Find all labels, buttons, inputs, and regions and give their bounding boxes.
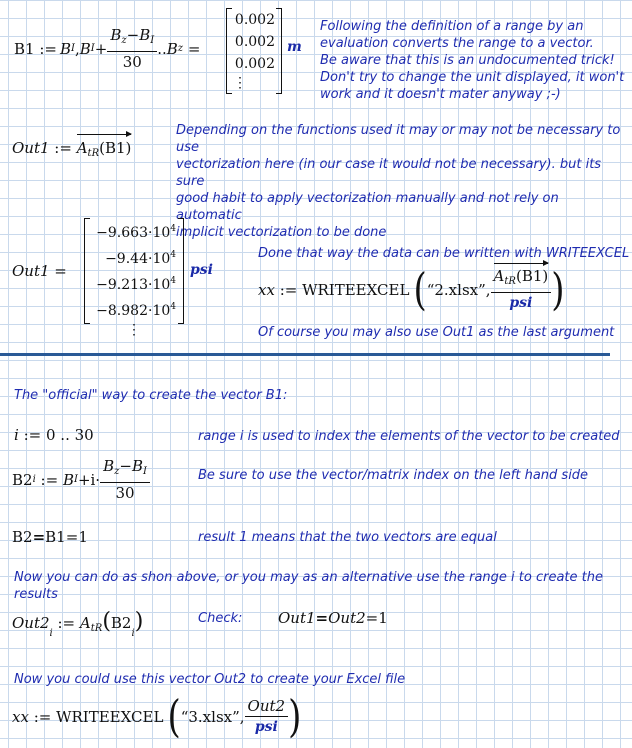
func-a: A	[493, 267, 505, 285]
unit-m[interactable]: m	[287, 39, 302, 55]
func-sub: tR	[87, 148, 100, 159]
b-second-sub: I	[90, 43, 95, 54]
note-line: Don't try to change the unit displayed, it won't	[320, 70, 625, 85]
range-var: i	[14, 426, 19, 444]
out2-name: Out2	[12, 614, 50, 632]
unit-psi: psi	[254, 719, 278, 735]
matrix-cell: 0.002	[234, 34, 275, 50]
note-out1-arg: Of course you may also use Out1 as the last argument	[258, 325, 615, 340]
b-last: B	[166, 39, 178, 58]
write1-fraction: $\frac{A_{tR}(B1)}{\text{psi}}$	[491, 268, 552, 311]
note-line: good habit to apply vectorization manually and not rely on automatic	[176, 191, 559, 223]
matrix-ellipsis: ⋮	[233, 75, 247, 91]
exp-power: 4	[170, 302, 176, 312]
func-arg: B1	[104, 139, 126, 157]
exp-base: 10	[152, 225, 171, 241]
compare-result: 1	[78, 528, 88, 546]
official-way-heading: The "official" way to create the vector B1:	[14, 388, 288, 403]
exp-power: 4	[170, 276, 176, 286]
write2-fraction	[245, 698, 289, 735]
plus-i-times: +i·	[77, 470, 101, 489]
range-i-definition[interactable]: i := 0 .. 30	[14, 426, 94, 444]
section-divider	[0, 353, 610, 356]
b-last-sub: z	[177, 43, 184, 54]
matrix-cell: 0.002	[234, 12, 275, 28]
b1-name: B1	[14, 39, 35, 58]
exp-base: 10	[152, 303, 171, 319]
num-a: B	[103, 457, 115, 475]
note-line: evaluation converts the range to a vector.	[320, 36, 594, 51]
b2-fraction: $\frac{B_z-B_I}{30}$	[100, 458, 150, 501]
exp-base: 10	[152, 277, 171, 293]
note-range-trick	[320, 18, 625, 103]
out1-definition[interactable]: Out1 := $A_{tR}(B1)$	[12, 139, 131, 159]
func-a: A	[76, 139, 88, 157]
unit-psi: psi	[509, 295, 533, 311]
note-line: Be aware that this is an undocumented trick!	[320, 53, 615, 68]
note-alternative: Now you can do as shon above, or you may as an alternative use the range i to create the results	[14, 570, 603, 602]
exp-power: 4	[170, 250, 176, 260]
note-vectorization	[176, 122, 628, 241]
writeexcel-2[interactable]: xx := WRITEEXCEL ( “2.xlsx”, $\frac{A_{tR}(B1)}{\text{psi}}$ )	[258, 263, 565, 316]
b-second: B	[79, 39, 91, 58]
num-b-sub: I	[143, 466, 147, 477]
filename: “3.xlsx”,	[180, 707, 245, 726]
xx-var: xx	[12, 707, 29, 726]
writeexcel-func: WRITEEXCEL	[56, 707, 164, 726]
check-a: Out1	[278, 609, 316, 627]
exp-base: 10	[152, 251, 171, 267]
matrix-cell: −8.982	[96, 303, 148, 319]
b1-definition[interactable]: B1 := B I , B I + $\frac{B_z-B_I}{30}$ .. B z =	[14, 26, 201, 71]
note-line: Depending on the functions used it may or may not be necessary to use	[176, 123, 621, 155]
out1-result-name: Out1	[12, 262, 50, 280]
compare-b: B1	[45, 528, 66, 546]
note-line: implicit vectorization to be done	[176, 225, 387, 240]
writeexcel-func: WRITEEXCEL	[302, 280, 410, 299]
b2-name: B2	[12, 470, 33, 489]
check-result: 1	[378, 609, 388, 627]
xx-var: xx	[258, 280, 275, 299]
note-line: vectorization here (in our case it would not be necessary). but its sure	[176, 157, 602, 189]
b1-result-matrix	[226, 8, 282, 94]
func-arg: B1	[521, 267, 543, 285]
out1-out2-check[interactable]: Out1=Out2=1	[278, 609, 388, 627]
note-index: Be sure to use the vector/matrix index on the left hand side	[198, 468, 589, 483]
b-first: B	[62, 470, 74, 489]
denominator: 30	[115, 484, 135, 502]
matrix-cell: 0.002	[234, 56, 275, 72]
assign-operator: :=	[39, 39, 57, 58]
unit-psi[interactable]: psi	[190, 262, 213, 278]
note-range-i: range i is used to index the elements of the vector to be created	[198, 429, 620, 444]
exp-power: 4	[170, 224, 176, 234]
num-b-sub: I	[150, 35, 155, 46]
b2-definition[interactable]: B2 i := B I +i· $\frac{B_z-B_I}{30}$	[12, 458, 150, 501]
note-line: work and it doesn't mater anyway ;-)	[320, 87, 561, 102]
writeexcel-3[interactable]: xx := WRITEEXCEL ( “3.xlsx”, $\frac{\text{Out2}}{\text{psi}}$ )	[12, 690, 302, 743]
range-operator: ..	[157, 39, 167, 58]
b-first-sub: I	[73, 474, 78, 485]
num-b: B	[131, 457, 143, 475]
check-b: Out2	[328, 609, 366, 627]
check-label: Check:	[198, 611, 243, 626]
range-expr: 0 .. 30	[45, 426, 94, 444]
note-compare: result 1 means that the two vectors are equal	[198, 530, 497, 545]
func-arg: B2	[110, 614, 132, 632]
note-line: Following the definition of a range by an	[320, 19, 584, 34]
out2-arg: Out2	[245, 698, 289, 717]
num-a-sub: z	[121, 35, 127, 46]
func-sub: tR	[90, 623, 103, 634]
b-first: B	[59, 39, 72, 58]
num-a: B	[110, 26, 122, 44]
denominator: 30	[122, 53, 142, 71]
func-sub: tR	[504, 276, 516, 287]
note-writeexcel: Done that way the data can be written with WRITEEXCEL	[258, 246, 630, 261]
out1-result-matrix: $-9.663\cdot 10^4$ $-9.44\cdot 10^4$ $-9.213\cdot 10^4$ $-8.982\cdot 10^4$ ⋮	[84, 218, 184, 324]
func-a: A	[79, 614, 91, 632]
filename: “2.xlsx”,	[426, 280, 491, 299]
arg-index: i	[131, 628, 135, 639]
vectorized-call: $A_{tR}(B1)$	[77, 139, 132, 159]
out2-index: i	[49, 628, 53, 639]
out1-name: Out1	[12, 139, 50, 157]
matrix-cell: −9.663	[96, 225, 148, 241]
compare-a: B2	[12, 528, 33, 546]
out1-evaluation[interactable]: Out1 =	[12, 262, 67, 280]
matrix-ellipsis: ⋮	[127, 322, 141, 338]
b2-index: i	[32, 474, 36, 485]
b-first-sub: I	[71, 43, 75, 54]
num-b: B	[139, 26, 151, 44]
matrix-cell: −9.213	[96, 277, 148, 293]
num-a-sub: z	[114, 466, 120, 477]
b1-fraction: $\frac{B_z-B_I}{30}$	[107, 27, 157, 70]
note-excel: Now you could use this vector Out2 to create your Excel file	[14, 672, 406, 687]
b2-b1-comparison[interactable]: B2=B1=1	[12, 528, 88, 546]
out2-definition[interactable]: $Out2_i$ := $A_{tR}(B2_i)$	[12, 609, 144, 639]
matrix-cell: −9.44	[105, 251, 148, 267]
